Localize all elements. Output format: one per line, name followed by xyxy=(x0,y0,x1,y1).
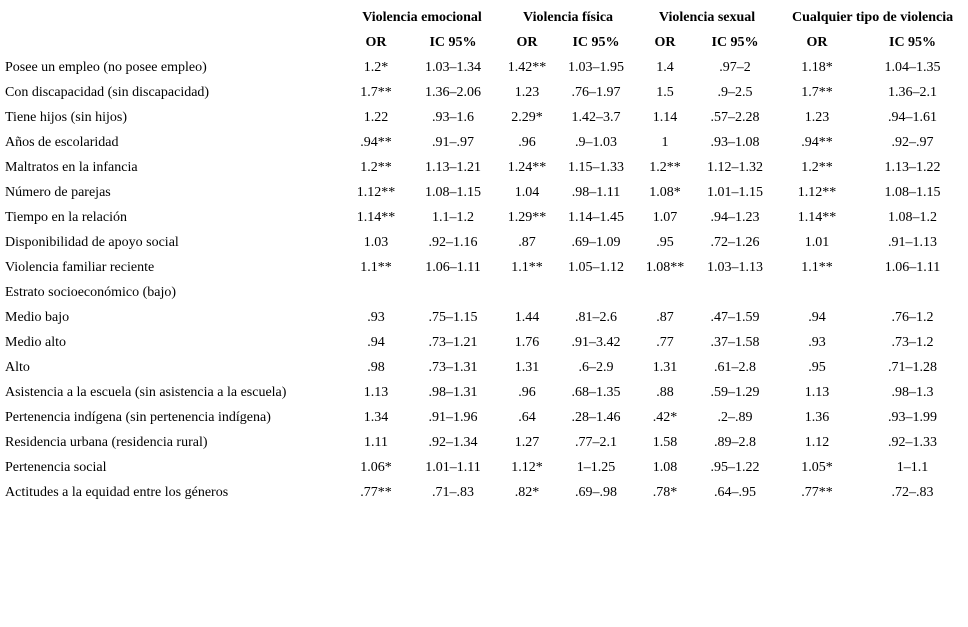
row-label: Residencia urbana (residencia rural) xyxy=(5,434,208,450)
or-value: 1.01 xyxy=(804,234,830,250)
or-value: 1.76 xyxy=(514,334,540,350)
ci-value: 1–1.25 xyxy=(576,459,616,475)
ci-value: .2–.89 xyxy=(717,409,753,425)
ci-value: .72–1.26 xyxy=(710,234,760,250)
ci-value: .98–1.11 xyxy=(571,184,621,200)
ci-value: 1.12–1.32 xyxy=(707,159,764,175)
or-value: 1.06* xyxy=(360,459,392,475)
table-row xyxy=(0,255,968,280)
ci-value: 1.13–1.21 xyxy=(425,159,481,175)
row-label: Disponibilidad de apoyo social xyxy=(5,234,179,250)
ci-value: .92–1.16 xyxy=(428,234,478,250)
or-value: .42* xyxy=(652,409,678,425)
row-label: Con discapacidad (sin discapacidad) xyxy=(5,84,210,100)
subheader-ci-cualquier: IC 95% xyxy=(889,34,937,50)
ci-value: 1.36–2.06 xyxy=(425,84,481,100)
or-value xyxy=(499,280,555,305)
ci-value: .92–.97 xyxy=(891,134,934,150)
ci-value: .98–1.3 xyxy=(891,384,934,400)
or-value: 1.44 xyxy=(514,309,540,325)
or-value: .94** xyxy=(360,134,392,150)
ci-value: .81–2.6 xyxy=(575,309,618,325)
ci-value: 1.03–1.95 xyxy=(568,59,625,75)
ci-value: .93–1.08 xyxy=(710,134,760,150)
ci-value: .97–2 xyxy=(719,59,751,75)
or-value: 1.7** xyxy=(801,84,833,100)
row-label: Número de parejas xyxy=(5,184,111,200)
row-label: Tiene hijos (sin hijos) xyxy=(5,109,127,125)
row-label: Años de escolaridad xyxy=(5,134,119,150)
col-group-violencia-fisica: Violencia física xyxy=(522,9,614,25)
or-value xyxy=(777,280,857,305)
ci-value: 1–1.1 xyxy=(896,459,929,475)
or-value: 1.13 xyxy=(804,384,830,400)
table-row xyxy=(0,480,968,505)
or-value: .94** xyxy=(801,134,833,150)
or-value: 1.23 xyxy=(804,109,830,125)
ci-value xyxy=(693,280,777,305)
table-row xyxy=(0,105,968,130)
ci-value: .59–1.29 xyxy=(710,384,760,400)
or-value: 1.1** xyxy=(511,259,543,275)
table-row xyxy=(0,205,968,230)
ci-value: 1.08–1.2 xyxy=(888,209,938,225)
table-row xyxy=(0,180,968,205)
ci-value: .77–2.1 xyxy=(575,434,618,450)
or-value: .87 xyxy=(518,234,536,250)
ci-value: .92–1.34 xyxy=(428,434,478,450)
ci-value: .28–1.46 xyxy=(571,409,621,425)
ci-value: 1.06–1.11 xyxy=(425,259,481,275)
or-value: .77** xyxy=(801,484,833,500)
or-value: 1.1** xyxy=(360,259,392,275)
label-column-header xyxy=(0,5,345,30)
or-value: 1.14 xyxy=(652,109,678,125)
ci-value: .37–1.58 xyxy=(710,334,760,350)
or-value: .95 xyxy=(656,234,674,250)
table-row xyxy=(0,80,968,105)
or-value xyxy=(345,280,407,305)
table-row xyxy=(0,430,968,455)
or-value: 1.31 xyxy=(652,359,678,375)
ci-value: 1.03–1.34 xyxy=(425,59,481,75)
or-value: .94 xyxy=(808,309,826,325)
or-value: .95 xyxy=(808,359,826,375)
ci-value: 1.01–1.11 xyxy=(425,459,481,475)
or-value: 1.08 xyxy=(652,459,678,475)
or-value: 1.5 xyxy=(656,84,674,100)
or-value: 1.2** xyxy=(649,159,681,175)
or-value: 1.14** xyxy=(356,209,396,225)
table-row xyxy=(0,230,968,255)
ci-value: .9–1.03 xyxy=(575,134,618,150)
ci-value xyxy=(407,280,499,305)
or-value: .87 xyxy=(656,309,674,325)
ci-value: 1.03–1.13 xyxy=(707,259,764,275)
ci-value: .76–1.2 xyxy=(891,309,934,325)
or-value: 1.13 xyxy=(363,384,389,400)
or-value: 1.2* xyxy=(363,59,389,75)
table-group-header-row xyxy=(0,5,968,30)
ci-value xyxy=(555,280,637,305)
ci-value: .69–.98 xyxy=(575,484,618,500)
or-value: 1.24** xyxy=(507,159,547,175)
ci-value: .57–2.28 xyxy=(710,109,760,125)
or-value: 1 xyxy=(661,134,669,150)
row-label: Asistencia a la escuela (sin asistencia a la escuela) xyxy=(5,384,287,400)
ci-value: .73–1.21 xyxy=(428,334,478,350)
or-value: 1.34 xyxy=(363,409,389,425)
or-value: .93 xyxy=(808,334,826,350)
row-label: Pertenencia social xyxy=(5,459,107,475)
table-row xyxy=(0,280,968,305)
table-row xyxy=(0,130,968,155)
or-value: 1.7** xyxy=(360,84,392,100)
ci-value: .71–1.28 xyxy=(888,359,938,375)
ci-value: .94–1.23 xyxy=(710,209,760,225)
or-value: 1.36 xyxy=(804,409,830,425)
or-value: .96 xyxy=(518,384,536,400)
subheader-or-cualquier: OR xyxy=(806,34,828,50)
ci-value: 1.36–2.1 xyxy=(888,84,938,100)
table-row xyxy=(0,305,968,330)
subheader-ci-sexual: IC 95% xyxy=(711,34,759,50)
or-value: .77 xyxy=(656,334,674,350)
or-value: .94 xyxy=(367,334,385,350)
ci-value: .91–1.13 xyxy=(888,234,938,250)
ci-value: 1.08–1.15 xyxy=(884,184,941,200)
row-label: Maltratos en la infancia xyxy=(5,159,138,175)
row-label: Tiempo en la relación xyxy=(5,209,127,225)
table-row xyxy=(0,155,968,180)
ci-value: 1.08–1.15 xyxy=(425,184,481,200)
ci-value: 1.42–3.7 xyxy=(571,109,621,125)
ci-value: 1.15–1.33 xyxy=(568,159,625,175)
row-label: Actitudes a la equidad entre los géneros xyxy=(5,484,229,500)
col-group-violencia-emocional: Violencia emocional xyxy=(362,9,482,25)
or-value: 2.29* xyxy=(511,109,543,125)
table-row xyxy=(0,380,968,405)
ci-value: .93–1.6 xyxy=(432,109,474,125)
ci-value: .93–1.99 xyxy=(888,409,938,425)
or-value: .77** xyxy=(360,484,392,500)
or-value: 1.2** xyxy=(801,159,833,175)
or-value: 1.42** xyxy=(507,59,547,75)
ci-value xyxy=(857,280,968,305)
or-value: 1.05* xyxy=(801,459,833,475)
ci-value: .98–1.31 xyxy=(428,384,478,400)
ci-value: 1.05–1.12 xyxy=(568,259,625,275)
ci-value: .91–.97 xyxy=(432,134,474,150)
ci-value: .76–1.97 xyxy=(571,84,621,100)
subheader-ci-fisica: IC 95% xyxy=(572,34,620,50)
table-row xyxy=(0,405,968,430)
or-value: 1.14** xyxy=(797,209,837,225)
ci-value: 1.04–1.35 xyxy=(884,59,941,75)
odds-ratio-table xyxy=(0,5,968,505)
or-value: .98 xyxy=(367,359,385,375)
subheader-or-fisica: OR xyxy=(516,34,538,50)
ci-value: .89–2.8 xyxy=(714,434,757,450)
ci-value: .47–1.59 xyxy=(710,309,760,325)
col-group-cualquier-tipo: Cualquier tipo de violencia xyxy=(791,9,954,25)
ci-value: .61–2.8 xyxy=(714,359,757,375)
ci-value: 1.01–1.15 xyxy=(707,184,764,200)
row-label: Violencia familiar reciente xyxy=(5,259,155,275)
or-value: .78* xyxy=(652,484,678,500)
subheader-or-emocional: OR xyxy=(365,34,387,50)
or-value: 1.22 xyxy=(363,109,389,125)
row-label: Pertenencia indígena (sin pertenencia indígena) xyxy=(5,409,271,425)
or-value: 1.4 xyxy=(656,59,674,75)
or-value: .88 xyxy=(656,384,674,400)
row-label: Medio bajo xyxy=(5,309,70,325)
subheader-ci-emocional: IC 95% xyxy=(429,34,477,50)
or-value: 1.27 xyxy=(514,434,540,450)
ci-value: .72–.83 xyxy=(891,484,934,500)
ci-value: .75–1.15 xyxy=(428,309,478,325)
or-value: 1.31 xyxy=(514,359,540,375)
ci-value: .92–1.33 xyxy=(888,434,938,450)
ci-value: .91–1.96 xyxy=(428,409,478,425)
or-value: 1.2** xyxy=(360,159,392,175)
ci-value: .73–1.31 xyxy=(428,359,478,375)
or-value: 1.12** xyxy=(797,184,837,200)
ci-value: .91–3.42 xyxy=(571,334,621,350)
or-value: .64 xyxy=(518,409,536,425)
or-value: 1.1** xyxy=(801,259,833,275)
or-value: 1.04 xyxy=(514,184,540,200)
ci-value: 1.1–1.2 xyxy=(432,209,474,225)
or-value: 1.23 xyxy=(514,84,540,100)
or-value: .93 xyxy=(367,309,385,325)
ci-value: 1.06–1.11 xyxy=(884,259,941,275)
ci-value: .64–.95 xyxy=(714,484,757,500)
ci-value: .95–1.22 xyxy=(710,459,760,475)
ci-value: .69–1.09 xyxy=(571,234,621,250)
or-value: 1.12* xyxy=(511,459,543,475)
row-label: Alto xyxy=(5,359,30,375)
or-value: 1.18* xyxy=(801,59,833,75)
or-value: 1.12 xyxy=(804,434,830,450)
or-value: 1.12** xyxy=(356,184,396,200)
or-value: 1.58 xyxy=(652,434,678,450)
or-value: 1.07 xyxy=(652,209,678,225)
row-label: Medio alto xyxy=(5,334,67,350)
table-subheader-row xyxy=(0,30,968,55)
ci-value: .6–2.9 xyxy=(578,359,614,375)
ci-value: 1.14–1.45 xyxy=(568,209,625,225)
or-value: .96 xyxy=(518,134,536,150)
ci-value: .94–1.61 xyxy=(888,109,938,125)
or-value: .82* xyxy=(514,484,540,500)
or-value: 1.11 xyxy=(364,434,388,450)
table-row xyxy=(0,55,968,80)
or-value xyxy=(637,280,693,305)
or-value: 1.08* xyxy=(649,184,681,200)
table-row xyxy=(0,455,968,480)
ci-value: .71–.83 xyxy=(432,484,474,500)
row-label: Estrato socioeconómico (bajo) xyxy=(5,284,177,300)
label-column-subheader xyxy=(0,30,345,55)
ci-value: 1.13–1.22 xyxy=(884,159,941,175)
table-row xyxy=(0,355,968,380)
row-label: Posee un empleo (no posee empleo) xyxy=(5,59,207,75)
table-row xyxy=(0,330,968,355)
subheader-or-sexual: OR xyxy=(654,34,676,50)
ci-value: .73–1.2 xyxy=(891,334,934,350)
ci-value: .9–2.5 xyxy=(717,84,753,100)
or-value: 1.03 xyxy=(363,234,389,250)
col-group-violencia-sexual: Violencia sexual xyxy=(658,9,756,25)
ci-value: .68–1.35 xyxy=(571,384,621,400)
or-value: 1.29** xyxy=(507,209,547,225)
or-value: 1.08** xyxy=(645,259,685,275)
